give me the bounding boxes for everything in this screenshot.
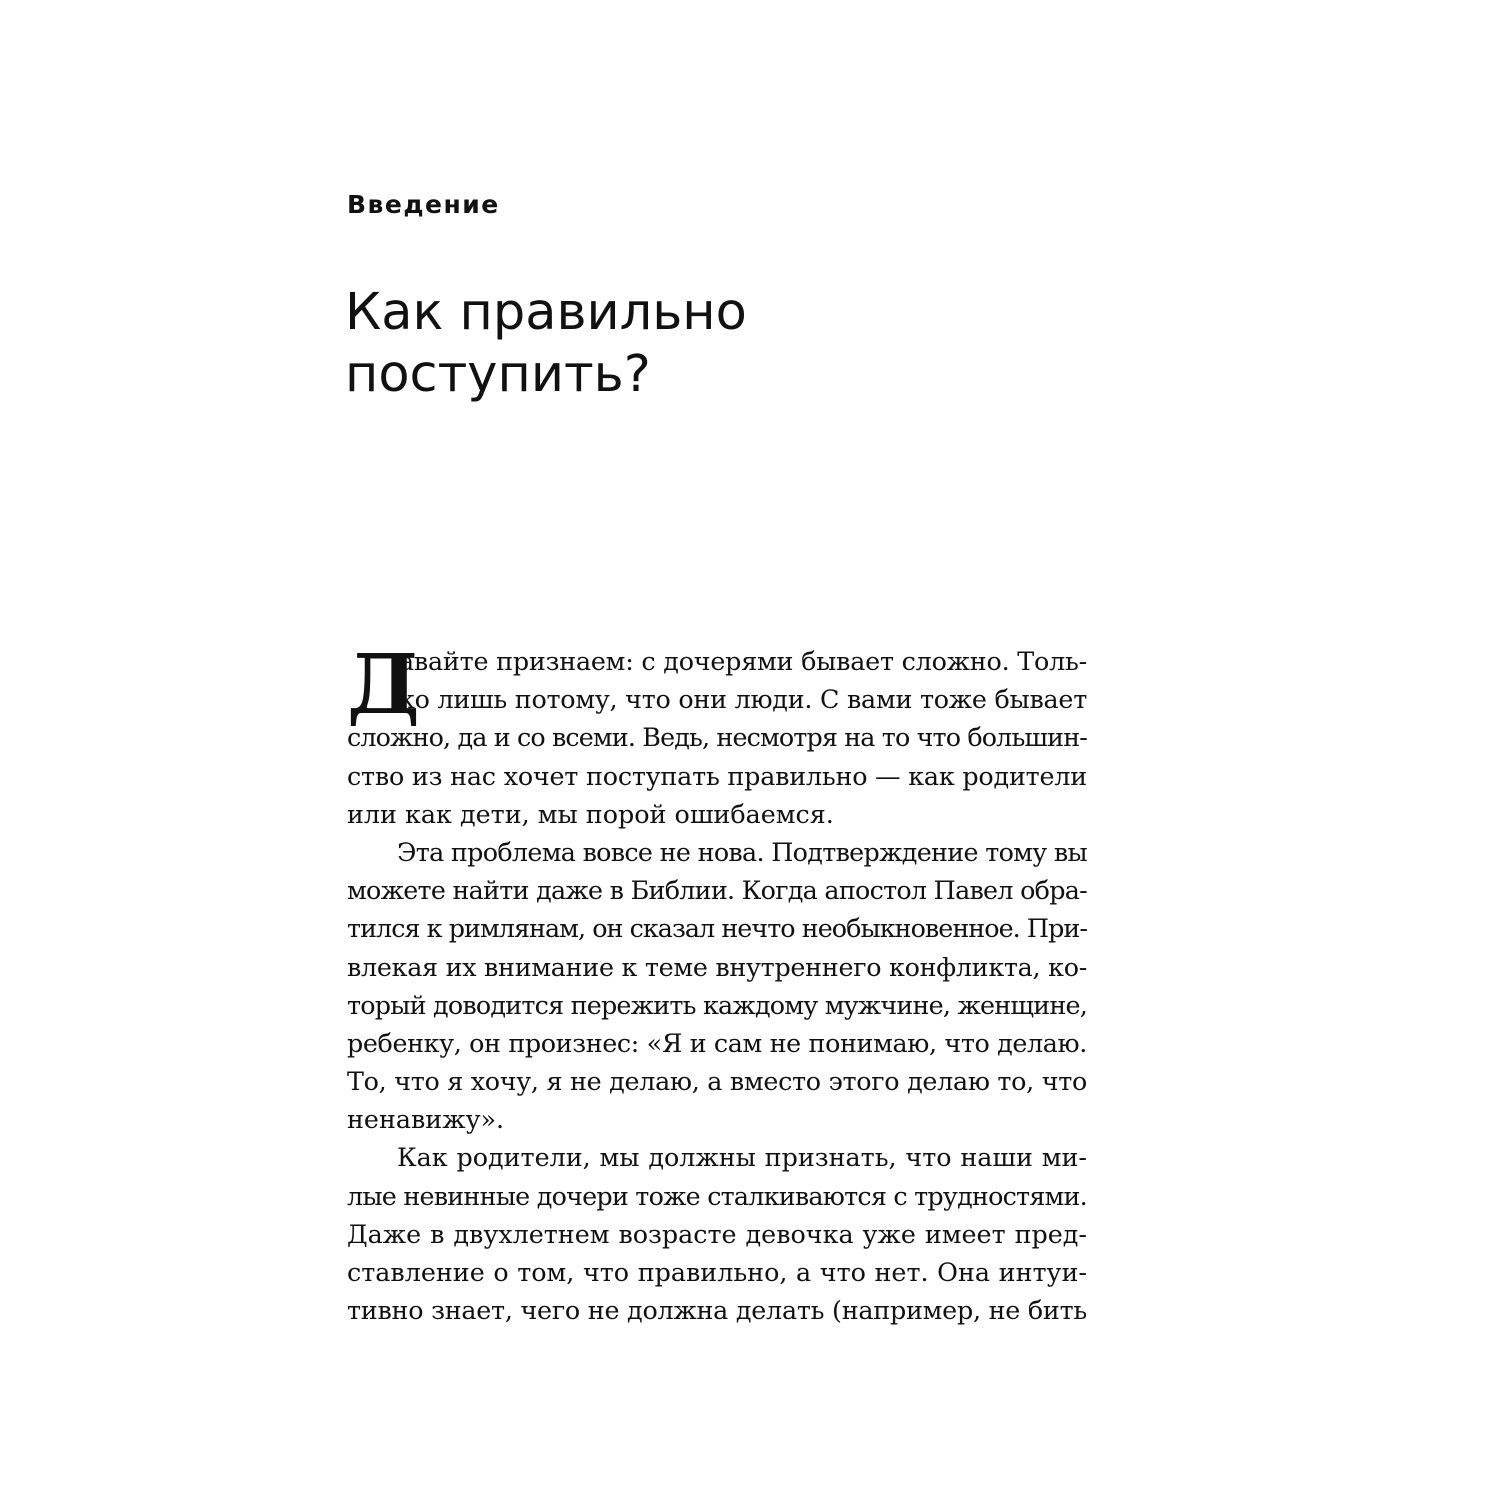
text-line: или как дети, мы порой ошибаемся. <box>347 798 834 829</box>
body-text <box>347 637 1087 1329</box>
text-line: То, что я хочу, я не делаю, а вместо этого делаю то, что <box>347 1066 1087 1097</box>
text-line: ство из нас хочет поступать правильно — как родители <box>347 760 1087 791</box>
chapter-title-line-2: поступить? <box>345 345 651 404</box>
text-line: тивно знает, чего не должна делать (например, не бить <box>347 1295 1087 1326</box>
text-line: Как родители, мы должны признать, что наши ми- <box>397 1142 1087 1173</box>
text-line: сложно, да и со всеми. Ведь, несмотря на то что большин- <box>347 722 1087 753</box>
chapter-title-line-1: Как правильно <box>345 283 747 342</box>
drop-cap: Д <box>347 637 420 733</box>
text-line: тился к римлянам, он сказал нечто необыкновенное. При- <box>347 913 1087 944</box>
text-line: ко лишь потому, что они люди. С вами тоже бывает <box>399 684 1087 715</box>
text-line: Даже в двухлетнем возрасте девочка уже имеет пред- <box>347 1218 1087 1249</box>
text-line: торый доводится пережить каждому мужчине, женщине, <box>347 989 1087 1020</box>
text-line: Эта проблема вовсе не нова. Подтверждение тому вы <box>397 836 1087 867</box>
text-line: влекая их внимание к теме внутреннего конфликта, ко- <box>347 951 1087 982</box>
text-line: лые невинные дочери тоже сталкиваются с трудностями. <box>347 1180 1087 1211</box>
chapter-title <box>345 282 1105 406</box>
text-line: можете найти даже в Библии. Когда апостол Павел обра- <box>347 875 1087 906</box>
text-line: ставление о том, что правильно, а что нет. Она интуи- <box>347 1257 1087 1287</box>
section-label: Введение <box>347 190 500 219</box>
text-line: авайте признаем: с дочерями бывает сложно. Толь- <box>399 646 1087 676</box>
text-line: ненавижу». <box>347 1104 505 1135</box>
text-line: ребенку, он произнес: «Я и сам не понимаю, что делаю. <box>347 1027 1087 1058</box>
